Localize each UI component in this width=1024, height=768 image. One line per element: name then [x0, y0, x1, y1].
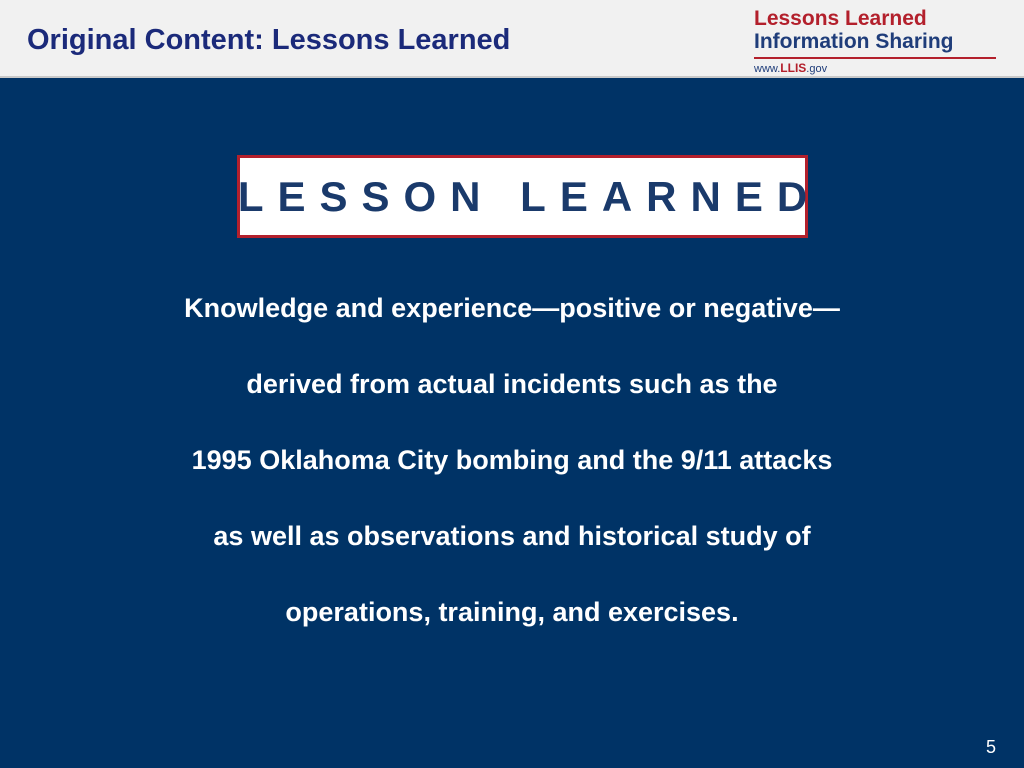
logo-line-lessons-learned: Lessons Learned	[754, 7, 927, 30]
slide-body	[0, 80, 1024, 768]
logo-underline	[754, 57, 996, 59]
logo-url-suffix: .gov	[806, 63, 828, 75]
logo-url-brand: LLIS	[780, 61, 807, 75]
logo-url	[754, 61, 827, 75]
slide-number: 5	[985, 737, 996, 757]
slide-header	[0, 0, 1024, 78]
definition-line: operations, training, and exercises.	[285, 597, 739, 627]
logo-line-information-sharing: Information Sharing	[754, 30, 954, 53]
lesson-learned-banner	[237, 155, 822, 238]
definition-line: Knowledge and experience—positive or negative—	[184, 293, 840, 323]
definition-text	[0, 290, 1024, 670]
page-title: Original Content: Lessons Learned	[27, 24, 511, 56]
logo-url-prefix: www.	[754, 63, 781, 75]
definition-line: derived from actual incidents such as the	[246, 369, 778, 399]
definition-line: as well as observations and historical study of	[213, 521, 811, 551]
banner-text: LESSON LEARNED	[237, 172, 822, 220]
llis-logo	[752, 5, 1002, 75]
definition-line: 1995 Oklahoma City bombing and the 9/11 attacks	[191, 445, 833, 475]
